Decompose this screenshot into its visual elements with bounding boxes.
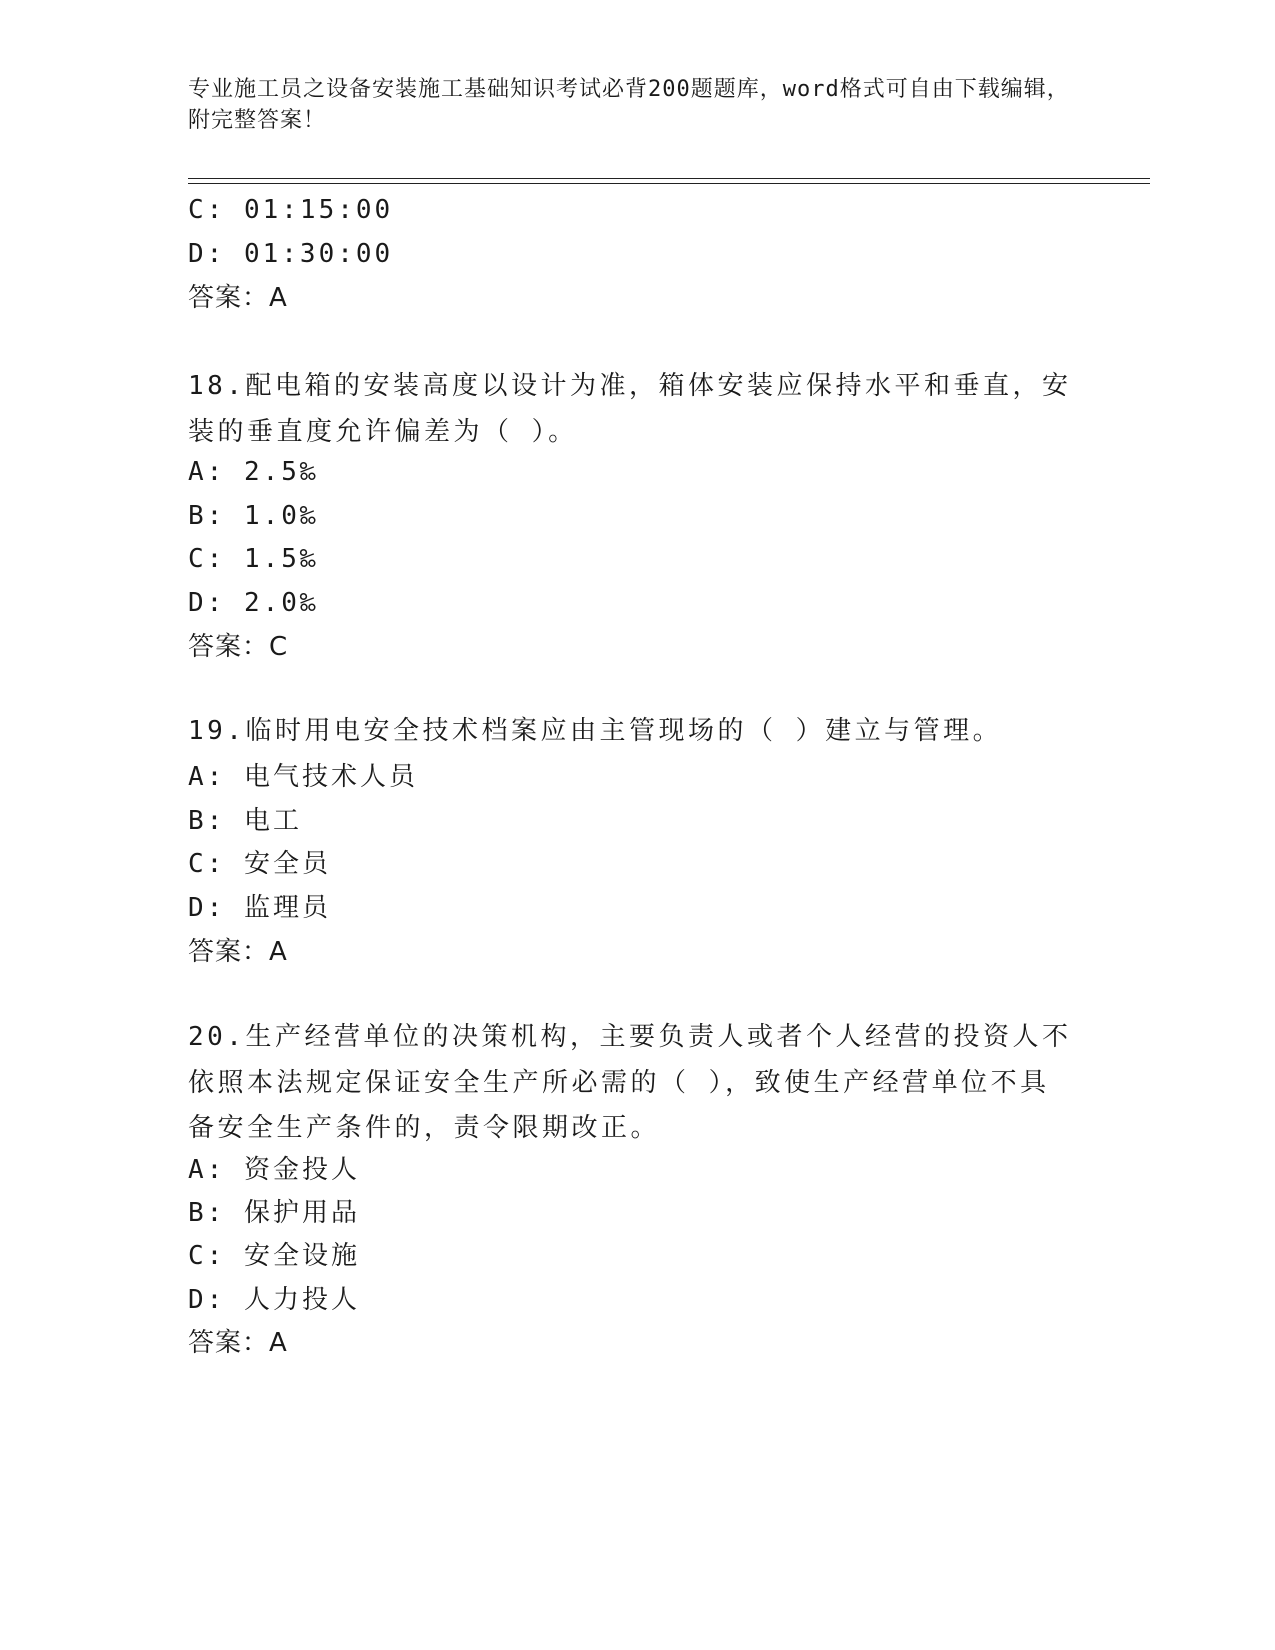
q18-option-a: A: 2.5‰: [188, 457, 319, 487]
q18-option-b: B: 1.0‰: [188, 501, 319, 531]
q17-answer: 答案：A: [188, 283, 288, 313]
q18-option-d: D: 2.0‰: [188, 588, 319, 618]
q19-stem: 19.临时用电安全技术档案应由主管现场的（ ）建立与管理。: [188, 716, 1003, 746]
q19-option-d: D: 监理员: [188, 893, 331, 923]
q20-option-d: D: 人力投人: [188, 1285, 360, 1315]
q19-answer: 答案：A: [188, 937, 288, 967]
document-header-title: 专业施工员之设备安装施工基础知识考试必背200题题库，word格式可自由下载编辑，附完整答案！: [188, 77, 1070, 133]
q18-option-c: C: 1.5‰: [188, 544, 319, 574]
q20-option-a: A: 资金投人: [188, 1155, 360, 1185]
q20-stem: 20.生产经营单位的决策机构，主要负责人或者个人经营的投资人不依照本法规定保证安全生产所必需的（ ），致使生产经营单位不具备安全生产条件的，责令限期改正。: [188, 1022, 1072, 1143]
header-divider-bottom: [188, 183, 1150, 184]
header-divider-top: [188, 178, 1150, 179]
q19-option-c: C: 安全员: [188, 849, 331, 879]
q17-option-d: D: 01:30:00: [188, 239, 394, 269]
q19-option-a: A: 电气技术人员: [188, 762, 418, 792]
q18-stem: 18.配电箱的安装高度以设计为准，箱体安装应保持水平和垂直，安装的垂直度允许偏差为（ ）。: [188, 371, 1072, 447]
q20-answer: 答案：A: [188, 1328, 288, 1358]
q20-option-c: C: 安全设施: [188, 1241, 360, 1271]
q18-answer: 答案：C: [188, 632, 289, 662]
q17-option-c: C: 01:15:00: [188, 195, 394, 225]
q19-option-b: B: 电工: [188, 806, 302, 836]
q20-option-b: B: 保护用品: [188, 1198, 360, 1228]
